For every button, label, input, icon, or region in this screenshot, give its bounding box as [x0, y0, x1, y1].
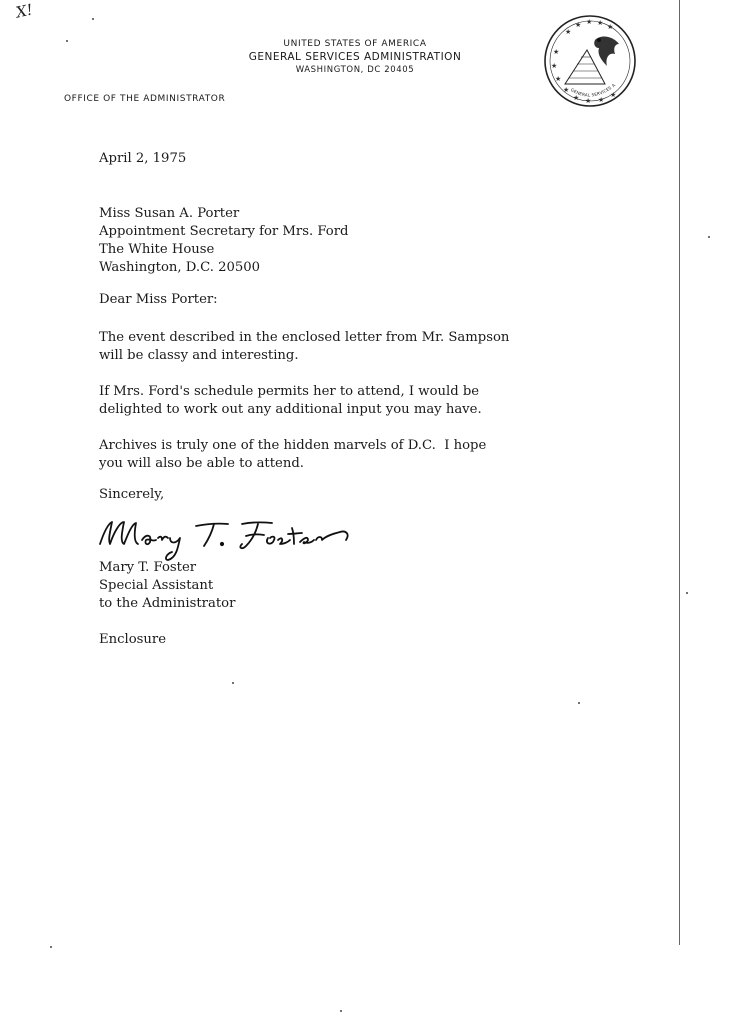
- scan-speck: [50, 946, 52, 948]
- svg-text:★: ★: [555, 75, 562, 83]
- paragraph-3-line-2: you will also be able to attend.: [99, 456, 304, 471]
- paragraph-2-line-1: If Mrs. Ford's schedule permits her to attend, I would be: [99, 384, 480, 399]
- svg-text:★: ★: [575, 21, 582, 29]
- handwritten-signature: [96, 514, 356, 564]
- scan-speck: [66, 40, 68, 42]
- svg-text:★: ★: [551, 62, 558, 70]
- office-of-administrator: OFFICE OF THE ADMINISTRATOR: [64, 94, 226, 104]
- seal-text: GENERAL SERVICES A: [569, 82, 617, 98]
- svg-text:★: ★: [607, 23, 614, 31]
- signer-name: Mary T. Foster: [99, 560, 197, 575]
- scan-speck: [708, 236, 710, 238]
- svg-text:★: ★: [573, 94, 580, 102]
- letterhead-agency: GENERAL SERVICES ADMINISTRATION: [248, 51, 462, 63]
- svg-text:★: ★: [610, 91, 617, 99]
- paragraph-2-line-2: delighted to work out any additional input you may have.: [99, 402, 482, 417]
- svg-text:★: ★: [565, 28, 572, 36]
- svg-text:★: ★: [563, 86, 570, 94]
- letter-date: April 2, 1975: [99, 151, 187, 166]
- letterhead: [200, 38, 510, 77]
- svg-text:★: ★: [598, 96, 605, 104]
- enclosure-note: Enclosure: [99, 632, 167, 647]
- svg-text:★: ★: [586, 18, 593, 26]
- recipient-name: Miss Susan A. Porter: [99, 206, 240, 221]
- closing: Sincerely,: [99, 487, 165, 502]
- recipient-org: The White House: [99, 242, 215, 257]
- svg-text:★: ★: [597, 19, 604, 27]
- recipient-city: Washington, D.C. 20500: [99, 260, 261, 275]
- paragraph-3-line-1: Archives is truly one of the hidden marvels of D.C. I hope: [99, 438, 487, 453]
- scan-speck: [92, 18, 94, 20]
- letterhead-address: WASHINGTON, DC 20405: [295, 65, 415, 75]
- paragraph-1-line-2: will be classy and interesting.: [99, 348, 299, 363]
- svg-text:★: ★: [553, 48, 560, 56]
- paragraph-1-line-1: The event described in the enclosed letter from Mr. Sampson: [99, 330, 510, 345]
- recipient-title: Appointment Secretary for Mrs. Ford: [99, 224, 349, 239]
- salutation: Dear Miss Porter:: [99, 292, 218, 307]
- signer-title-2: to the Administrator: [99, 596, 236, 611]
- scan-speck: [578, 702, 580, 704]
- gsa-seal-icon: [543, 14, 637, 108]
- svg-text:★: ★: [585, 97, 592, 105]
- scan-speck: [232, 682, 234, 684]
- handwritten-corner-mark: X!: [14, 0, 35, 22]
- signer-title-1: Special Assistant: [99, 578, 214, 593]
- letterhead-country: UNITED STATES OF AMERICA: [283, 39, 427, 49]
- scan-speck: [340, 1010, 342, 1012]
- scan-edge-line: [679, 0, 680, 945]
- scan-speck: [686, 592, 688, 594]
